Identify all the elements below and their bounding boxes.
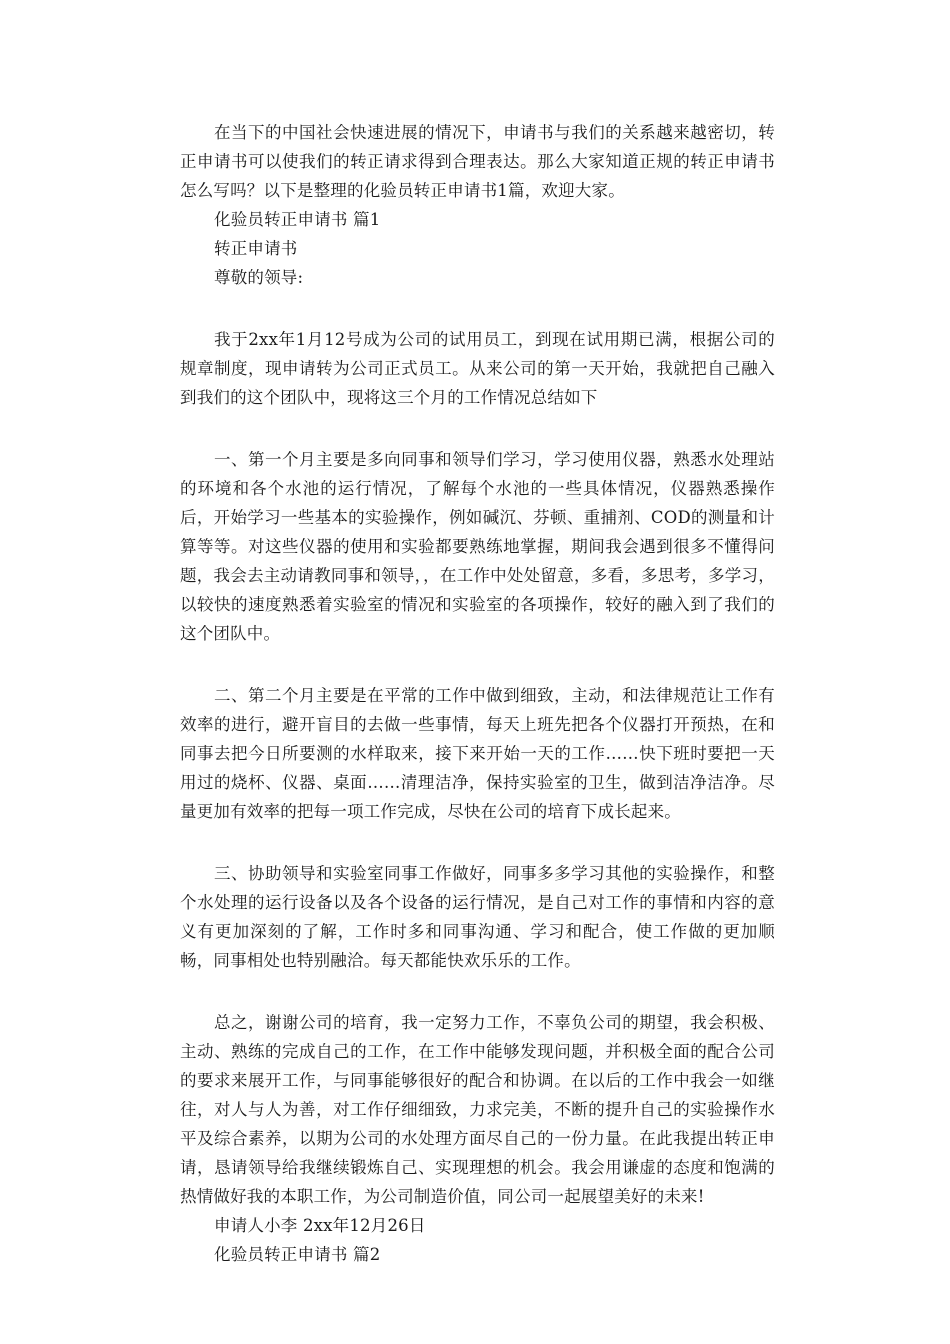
intro-paragraph: 在当下的中国社会快速进展的情况下，申请书与我们的关系越来越密切，转正申请书可以使我们的转正请求得到合理表达。那么大家知道正规的转正申请书怎么写吗？以下是整理的化验员转正申请书1篇，欢迎大家。: [180, 123, 775, 200]
document-body: [180, 118, 775, 1269]
signature-line: 申请人小李 2xx年12月26日: [214, 1216, 426, 1235]
body-paragraph-2: 一、第一个月主要是多向同事和领导们学习，学习使用仪器，熟悉水处理站的环境和各个水池的运行情况，了解每个水池的一些具体情况，仪器熟悉操作后，开始学习一些基本的实验操作，例如碱沉、芬顿、重捕剂、COD的测量和计算等等。对这些仪器的使用和实验都要熟练地掌握，期间我会遇到很多不懂得问题，我会去主动请教同事和领导，，在工作中处处留意，多看，多思考，多学习，以较快的速度熟悉着实验室的情况和实验室的各项操作，较好的融入到了我们的这个团队中。: [180, 450, 775, 643]
section-1-title: 化验员转正申请书 篇1: [214, 210, 381, 229]
letter-title: 转正申请书: [214, 239, 298, 258]
body-paragraph-3: 二、第二个月主要是在平常的工作中做到细致，主动，和法律规范让工作有效率的进行，避开盲目的去做一些事情，每天上班先把各个仪器打开预热，在和同事去把今日所要测的水样取来，接下来开始一天的工作……快下班时要把一天用过的烧杯、仪器、桌面……清理洁净，保持实验室的卫生，做到洁净洁净。尽量更加有效率的把每一项工作完成，尽快在公司的培育下成长起来。: [180, 686, 775, 821]
salutation: 尊敬的领导:: [214, 268, 304, 287]
body-paragraph-4: 三、协助领导和实验室同事工作做好，同事多多学习其他的实验操作，和整个水处理的运行设备以及各个设备的运行情况，是自己对工作的事情和内容的意义有更加深刻的了解，工作时多和同事沟通、学习和配合，使工作做的更加顺畅，同事相处也特别融洽。每天都能快欢乐乐的工作。: [180, 864, 775, 970]
body-paragraph-1: 我于2xx年1月12号成为公司的试用员工，到现在试用期已满，根据公司的规章制度，现申请转为公司正式员工。从来公司的第一天开始，我就把自己融入到我们的这个团队中，现将这三个月的工作情况总结如下: [180, 330, 775, 407]
section-2-title: 化验员转正申请书 篇2: [214, 1245, 381, 1264]
body-paragraph-5: 总之，谢谢公司的培育，我一定努力工作，不辜负公司的期望，我会积极、主动、熟练的完成自己的工作，在工作中能够发现问题，并积极全面的配合公司的要求来展开工作，与同事能够很好的配合和协调。在以后的工作中我会一如继往，对人与人为善，对工作仔细细致，力求完美，不断的提升自己的实验操作水平及综合素养，以期为公司的水处理方面尽自己的一份力量。在此我提出转正申请，恳请领导给我继续锻炼自己、实现理想的机会。我会用谦虚的态度和饱满的热情做好我的本职工作，为公司制造价值，同公司一起展望美好的未来!: [180, 1013, 775, 1206]
